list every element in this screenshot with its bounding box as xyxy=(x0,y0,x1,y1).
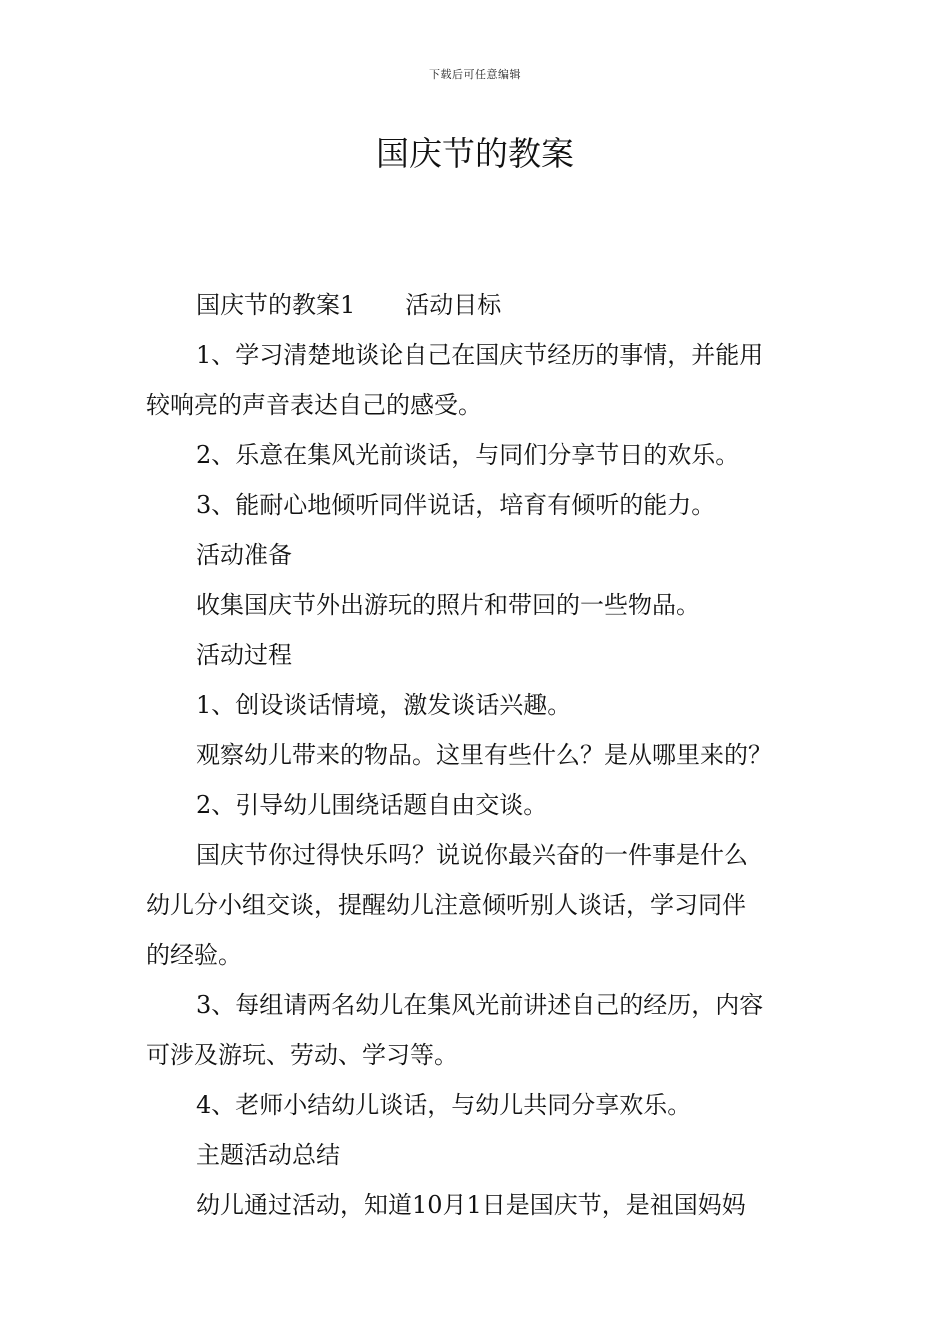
paragraph-line: 2、引导幼儿围绕话题自由交谈。 xyxy=(196,791,548,819)
section-heading-line xyxy=(146,280,806,330)
paragraph-lines xyxy=(146,330,806,1230)
paragraph-line: 4、老师小结幼儿谈话，与幼儿共同分享欢乐。 xyxy=(196,1091,692,1119)
paragraph-line: 活动准备 xyxy=(196,541,292,569)
paragraph-line: 1、创设谈话情境，激发谈话兴趣。 xyxy=(196,691,572,719)
paragraph-line: 3、每组请两名幼儿在集风光前讲述自己的经历，内容 xyxy=(196,991,764,1019)
document-title: 国庆节的教案 xyxy=(376,134,574,173)
paragraph-line: 2、乐意在集风光前谈话，与同们分享节日的欢乐。 xyxy=(196,441,740,469)
paragraph-line: 1、学习清楚地谈论自己在国庆节经历的事情，并能用 xyxy=(196,341,764,369)
paragraph-line: 可涉及游玩、劳动、学习等。 xyxy=(146,1041,458,1069)
paragraph-line: 收集国庆节外出游玩的照片和带回的一些物品。 xyxy=(196,591,700,619)
document-body xyxy=(146,280,806,1230)
paragraph-line: 幼儿通过活动，知道10月1日是国庆节，是祖国妈妈 xyxy=(196,1191,746,1219)
paragraph-line: 活动过程 xyxy=(196,641,292,669)
section-heading: 国庆节的教案1 xyxy=(196,291,356,319)
paragraph-line: 主题活动总结 xyxy=(196,1141,340,1169)
section-subheading: 活动目标 xyxy=(405,291,502,319)
paragraph-line: 3、能耐心地倾听同伴说话，培育有倾听的能力。 xyxy=(196,491,716,519)
paragraph-line: 的经验。 xyxy=(146,941,242,969)
header-note: 下载后可任意编辑 xyxy=(429,68,521,81)
paragraph-line: 较响亮的声音表达自己的感受。 xyxy=(146,391,482,419)
paragraph-line: 国庆节你过得快乐吗？说说你最兴奋的一件事是什么 xyxy=(196,841,748,869)
paragraph-line: 观察幼儿带来的物品。这里有些什么？是从哪里来的？ xyxy=(196,741,772,769)
paragraph-line: 幼儿分小组交谈，提醒幼儿注意倾听别人谈话，学习同伴 xyxy=(146,891,746,919)
